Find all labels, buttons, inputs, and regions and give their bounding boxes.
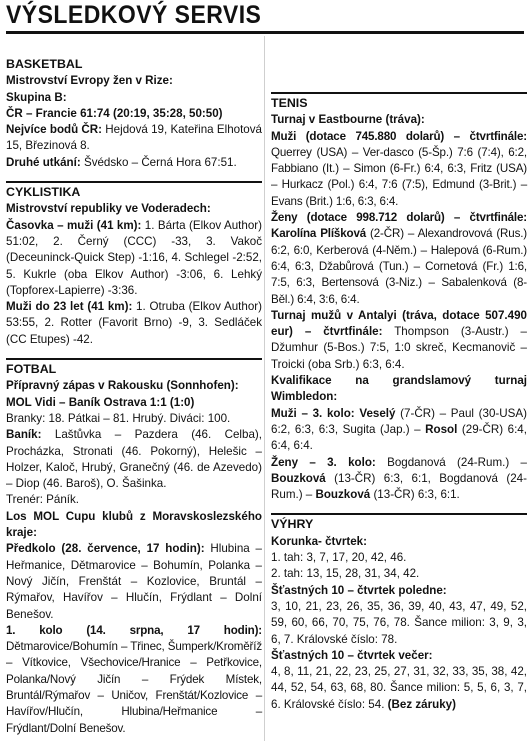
column-divider — [264, 36, 265, 741]
basketbal-second-match: Druhé utkání: Švédsko – Černá Hora 67:51. — [6, 155, 237, 169]
vyhry-noon-numbers: 3, 10, 21, 23, 26, 35, 36, 39, 40, 43, 47, 49, 52, 59, 60, 66, 70, 75, 76, 78. Šance milion: 3, 9, 3, 6, 7. Královské číslo: 78. — [271, 599, 527, 646]
fotbal-lineup: Baník: Laštůvka – Pazdera (46. Celba), Procházka, Stronati (46. Pokorný), Helešic – Holzer, Kaloč, Hrubý, Granečný (46. de Azevedo) – Diop (46. Baroš), O. Šašinka. — [6, 428, 262, 491]
tenis-wimbledon-qual: Kvalifikace na grandslamový turnaj Wimbledon: — [271, 374, 527, 404]
left-column — [6, 55, 262, 747]
section-heading-fotbal: FOTBAL — [6, 358, 262, 377]
tenis-antalya: Turnaj mužů v Antalyi (tráva, dotace 507.490 eur) – čtvrtfinále: Thompson (3-Austr.) – Džumhur (5-Bos.) 7:5, 1:0 skreč, Kecmanovič – Troicki (oba Srb.) 6:3, 6:4. — [271, 308, 527, 371]
vyhry-korunka: Korunka- čtvrtek: — [271, 534, 367, 548]
tenis-women-qf: Ženy (dotace 998.712 dolarů) – čtvrtfinále: Karolína Plíšková (2-ČR) – Alexandrovová (Rus.) 6:2, 6:0, Kerberová (4-Něm.) – Halepová (6-Rum.) 6:4, 6:3, Džabůrová (Tun.) – Cornetová (Fr.) 1:6, 7:5, 6:3, Bertensová (3-Niz.) – Sabalenková (8-Běl.) 6:4, 3:6, 6:4. — [271, 211, 527, 306]
section-cyklistika — [6, 181, 262, 348]
section-vyhry — [271, 513, 527, 713]
section-heading-cyklistika: CYKLISTIKA — [6, 181, 262, 200]
section-heading-basketbal: BASKETBAL — [6, 57, 83, 71]
fotbal-round1: 1. kolo (14. srpna, 17 hodin): Dětmarovice/Bohumín – Třinec, Šumperk/Kroměříž – Vítkovice, Všechovice/Hranice – Petřkovice, Polanka/Nový Jičín – Frýdek Místek, Bruntál/Rýmařov – Uničov, Frenštát/Kozlovice – Havířov/Hlučín, Hlubina/Heřmanice – Frýdlant/Dolní Benešov. — [6, 623, 262, 735]
title-rule — [6, 31, 524, 34]
cyklistika-u23: Muži do 23 let (41 km): 1. Otruba (Elkov Author) 53:55, 2. Rotter (Favorit Brno) -9, 3. Sedláček (CC Etupes) -42. — [6, 300, 262, 346]
tenis-eastbourne: Turnaj v Eastbourne (tráva): — [271, 113, 425, 127]
right-column — [271, 36, 527, 723]
column-spacer — [271, 36, 527, 92]
tenis-qual-women: Ženy – 3. kolo: Bogdanová (24-Rum.) – Bouzková (13-ČR) 6:3, 6:1, Bogdanová (24-Rum.) – Bouzková (13-ČR) 6:3, 6:1. — [271, 455, 527, 502]
basketbal-group: Skupina B: — [6, 90, 67, 104]
fotbal-coach: Trenér: Páník. — [6, 493, 80, 507]
vyhry-draw2: 2. tah: 13, 15, 28, 31, 34, 42. — [271, 567, 420, 581]
cyklistika-time-trial: Časovka – muži (41 km): 1. Bárta (Elkov Author) 51:02, 2. Černý (CCC) -33, 3. Vakoč (Deceuninck-Quick Step) -1:16, 4. Schlegel -2:52, 5. Kukrle (oba Elkov Author) -3:06, 6. Lehký (Topforex-Lapierre) -3:36. — [6, 218, 262, 297]
section-heading-vyhry: VÝHRY — [271, 513, 527, 532]
vyhry-noon-heading: Šťastných 10 – čtvrtek poledne: — [271, 583, 447, 597]
tenis-qual-men: Muži – 3. kolo: Veselý (7-ČR) – Paul (30-USA) 6:2, 6:3, 6:3, Sugita (Jap.) – Rosol (29-ČR) 6:4, 6:4, 6:4. — [271, 406, 527, 453]
basketbal-event: Mistrovství Evropy žen v Rize: — [6, 74, 173, 88]
page-title: VÝSLEDKOVÝ SERVIS — [6, 1, 262, 29]
section-basketbal — [6, 55, 262, 171]
fotbal-cup-draw: Los MOL Cupu klubů z Moravskoslezského kraje: — [6, 509, 262, 540]
tenis-men-qf: Muži (dotace 745.880 dolarů) – čtvrtfinále: Querrey (USA) – Ver-dasco (5-Šp.) 7:6 (7:4), 6:2, Fabbiano (It.) – Simon (6-Fr.) 6:4, 6:3, Fritz (USA) – Hurkacz (Pol.) 6:4, 7:6 (7:5), Edmund (3-Brit.) – Evans (Brit.) 1:6, 6:3, 6:4. — [271, 129, 527, 208]
fotbal-goals: Branky: 18. Pátkai – 81. Hrubý. Diváci: 100. — [6, 411, 231, 425]
fotbal-preliminary: Předkolo (28. července, 17 hodin): Hlubina – Heřmanice, Dětmarovice – Bohumín, Polanka – Nový Jičín, Frenštát – Kozlovice, Bruntál – Rýmařov, Havířov – Hlučín, Frýdlant – Dolní Benešov. — [6, 542, 262, 621]
fotbal-friendly: Přípravný zápas v Rakousku (Sonnhofen): — [6, 379, 239, 393]
section-heading-tenis: TENIS — [271, 92, 527, 111]
fotbal-match: MOL Vidi – Baník Ostrava 1:1 (1:0) — [6, 395, 195, 409]
vyhry-draw1: 1. tah: 3, 7, 17, 20, 42, 46. — [271, 551, 407, 565]
vyhry-evening-numbers: 4, 8, 11, 21, 22, 23, 25, 27, 31, 32, 33, 35, 38, 42, 44, 52, 54, 63, 68, 80. Šance milion: 5, 5, 6, 3, 7, 6. Královské číslo: 54. (Bez záruky) — [271, 665, 527, 711]
section-tenis — [271, 92, 527, 503]
basketbal-result: ČR – Francie 61:74 (20:19, 35:28, 50:50) — [6, 106, 223, 120]
section-fotbal — [6, 358, 262, 737]
cyklistika-event: Mistrovství republiky ve Voderadech: — [6, 202, 211, 216]
vyhry-evening-heading: Šťastných 10 – čtvrtek večer: — [271, 648, 433, 662]
basketbal-top-scorers: Nejvíce bodů ČR: Hejdová 19, Kateřina Elhotová 15, Březinová 8. — [6, 123, 263, 153]
